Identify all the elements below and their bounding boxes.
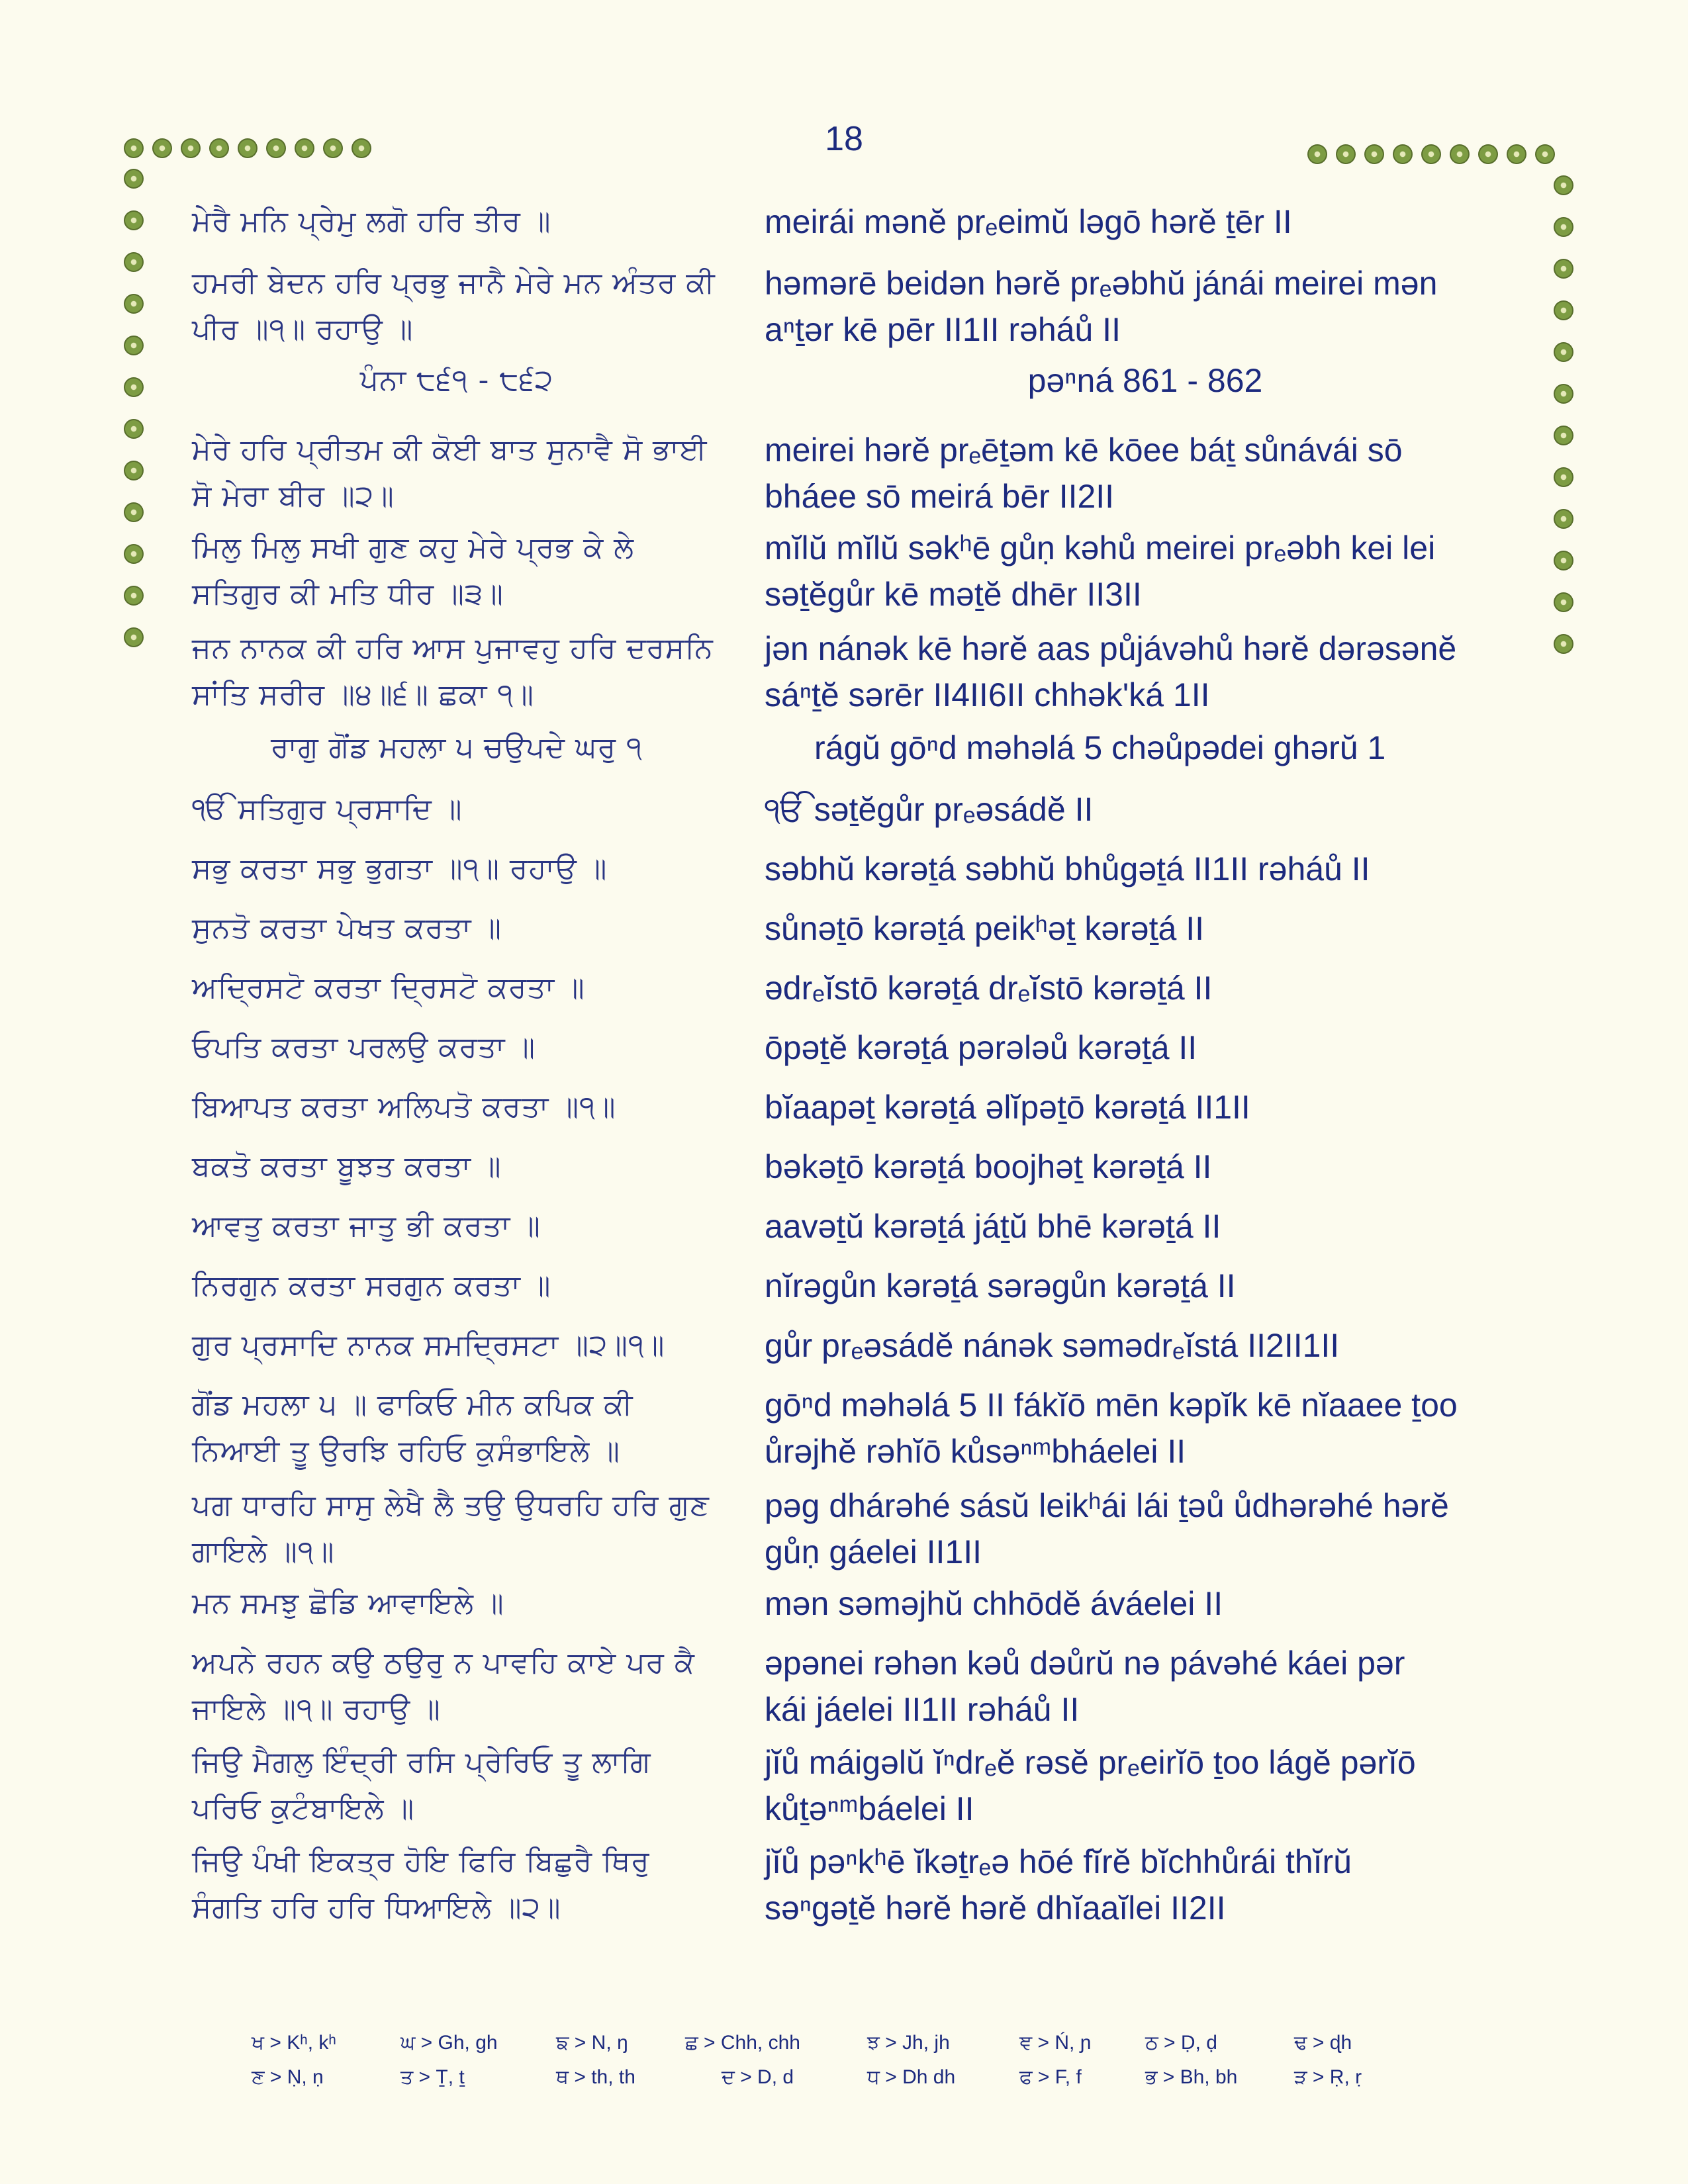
flower-ornament-icon xyxy=(1554,551,1573,570)
flower-ornament-icon xyxy=(124,210,144,230)
transliteration-text: meirái mənĕ prₑeimŭ ləgō hərĕ ṯēr II xyxy=(765,203,1292,240)
raag-heading-translit: rágŭ gōⁿd məhəlá 5 chəůpədei ghərŭ 1 xyxy=(814,729,1386,766)
gurmukhi-text: ਅਦ੍ਰਿਸਟੋ ਕਰਤਾ ਦ੍ਰਿਸਟੋ ਕਰਤਾ ॥ xyxy=(192,971,585,1005)
flower-ornament-icon xyxy=(1554,509,1573,529)
flower-ornament-icon xyxy=(209,138,229,158)
gurmukhi-text: ਮਨ ਸਮਝੁ ਛੋਡਿ ਆਵਾਇਲੇ ॥ xyxy=(192,1586,504,1620)
transliteration-text: bĭaapəṯ kərəṯá əlĭpəṯō kərəṯá II1II xyxy=(765,1089,1250,1126)
legend-item: ਖ > Kʰ, kʰ xyxy=(252,2032,336,2054)
transliteration-text: ōpəṯĕ kərəṯá pərələů kərəṯá II xyxy=(765,1029,1197,1066)
gurmukhi-text: ਗੋਂਡ ਮਹਲਾ ੫ ॥ ਫਾਕਿਓ ਮੀਨ ਕਪਿਕ ਕੀ ਨਿਆਈ ਤੂ ਉਰਝਿ ਰਹਿਓ ਕੁਸੰਭਾਇਲੇ ॥ xyxy=(192,1388,633,1468)
flower-ornament-icon xyxy=(1393,144,1413,164)
raag-heading-gurmukhi: ਰਾਗੁ ਗੋਂਡ ਮਹਲਾ ੫ ਚਉਪਦੇ ਘਰੁ ੧ xyxy=(271,731,643,764)
transliteration-text: mən səməjhŭ chhōdĕ áváelei II xyxy=(765,1585,1223,1622)
transliteration-text: aavəṯŭ kərəṯá jáṯŭ bhē kərəṯá II xyxy=(765,1208,1221,1245)
transliteration-text: həmərē beidən hərĕ prₑəbhŭ jánái meirei mən aⁿṯər kē pēr II1II rəháů II xyxy=(765,265,1438,348)
flower-ornament-icon xyxy=(1554,342,1573,362)
flower-ornament-icon xyxy=(1478,144,1498,164)
flower-ornament-icon xyxy=(1421,144,1441,164)
flower-ornament-icon xyxy=(124,138,144,158)
legend-item: ਙ > N, ŋ xyxy=(556,2032,628,2054)
legend-item: ਞ > Ń, ɲ xyxy=(1019,2032,1092,2054)
legend-item: ਛ > Chh, chh xyxy=(685,2032,800,2054)
page-number: 18 xyxy=(825,120,863,158)
legend-item: ਢ > ɖh xyxy=(1294,2032,1352,2054)
gurmukhi-text: ਹਮਰੀ ਬੇਦਨ ਹਰਿ ਪ੍ਰਭੁ ਜਾਨੈ ਮੇਰੇ ਮਨ ਅੰਤਰ ਕੀ ਪੀਰ ॥੧॥ ਰਹਾਉ ॥ xyxy=(192,266,716,346)
legend-row xyxy=(252,2066,1443,2101)
gurmukhi-text: ਜਿਉ ਮੈਗਲੁ ਇੰਦ੍ਰੀ ਰਸਿ ਪ੍ਰੇਰਿਓ ਤੂ ਲਾਗਿ ਪਰਿਓ ਕੁਟੰਬਾਇਲੇ ॥ xyxy=(192,1745,651,1825)
transliteration-text: ੴ səṯĕgůr prₑəsádĕ II xyxy=(765,791,1094,828)
flower-ornament-icon xyxy=(124,169,144,189)
transliteration-text: jən nánək kē hərĕ aas půjávəhů hərĕ dərəsənĕ sáⁿṯĕ sərēr II4II6II chhək'ká 1II xyxy=(765,630,1457,713)
gurmukhi-text: ਸਭੁ ਕਰਤਾ ਸਭੁ ਭੁਗਤਾ ॥੧॥ ਰਹਾਉ ॥ xyxy=(192,852,608,886)
flower-ornament-icon xyxy=(1554,217,1573,237)
flower-ornament-icon xyxy=(124,544,144,564)
flower-ornament-icon xyxy=(1364,144,1384,164)
legend-item: ਣ > Ṇ, ṇ xyxy=(252,2066,324,2088)
flower-ornament-icon xyxy=(1554,592,1573,612)
gurmukhi-text: ਸੁਨਤੋ ਕਰਤਾ ਪੇਖਤ ਕਰਤਾ ॥ xyxy=(192,911,502,945)
legend-item: ਤ > Ṯ, ṯ xyxy=(400,2066,465,2088)
flower-ornament-icon xyxy=(124,336,144,355)
transliteration-text: gůr prₑəsádĕ nánək səmədrₑĭstá II2II1II xyxy=(765,1327,1340,1364)
gurmukhi-text: ਓਪਤਿ ਕਰਤਾ ਪਰਲਉ ਕਰਤਾ ॥ xyxy=(192,1030,536,1064)
legend-item: ਧ > Dh dh xyxy=(867,2066,956,2088)
gurmukhi-text: ਬਿਆਪਤ ਕਰਤਾ ਅਲਿਪਤੋ ਕਰਤਾ ॥੧॥ xyxy=(192,1090,616,1124)
flower-ornament-icon xyxy=(1554,175,1573,195)
flower-ornament-icon xyxy=(1535,144,1555,164)
transliteration-text: jĭů máigəlŭ ĭⁿdrₑĕ rəsĕ prₑeirĭō ṯoo lágĕ pərĭō kůṯəⁿᵐbáelei II xyxy=(765,1744,1416,1827)
flower-ornament-icon xyxy=(1554,634,1573,654)
flower-ornament-icon xyxy=(1307,144,1327,164)
flower-ornament-icon xyxy=(1554,300,1573,320)
flower-ornament-icon xyxy=(1336,144,1356,164)
gurmukhi-text: ੴ ਸਤਿਗੁਰ ਪ੍ਰਸਾਦਿ ॥ xyxy=(192,792,463,826)
transliteration-text: meirei hərĕ prₑēṯəm kē kōee báṯ sůnávái sō bháee sō meirá bēr II2II xyxy=(765,432,1403,515)
legend-item: ੜ > Ṛ, ṛ xyxy=(1294,2066,1362,2088)
gurmukhi-text: ਆਵਤੁ ਕਰਤਾ ਜਾਤੁ ਭੀ ਕਰਤਾ ॥ xyxy=(192,1209,541,1243)
legend-item: ਝ > Jh, jh xyxy=(867,2032,950,2054)
transliteration-text: pəg dhárəhé sásŭ leikʰái lái ṯəů ůdhərəhé hərĕ gůṇ gáelei II1II xyxy=(765,1487,1449,1570)
transliteration-text: gōⁿd məhəlá 5 II fákĭō mēn kəpĭk kē nĭaaee ṯoo ůrəjhĕ rəhĭō kůsəⁿᵐbháelei II xyxy=(765,1387,1458,1470)
flower-ornament-icon xyxy=(1554,467,1573,487)
flower-ornament-icon xyxy=(124,461,144,480)
legend-item: ਘ > Gh, gh xyxy=(400,2032,498,2054)
flower-ornament-icon xyxy=(1450,144,1470,164)
transliteration-text: ədrₑĭstō kərəṯá drₑĭstō kərəṯá II xyxy=(765,970,1213,1007)
flower-ornament-icon xyxy=(266,138,286,158)
gurmukhi-text: ਮੇਰੇ ਹਰਿ ਪ੍ਰੀਤਮ ਕੀ ਕੋਈ ਬਾਤ ਸੁਨਾਵੈ ਸੋ ਭਾਈ ਸੋ ਮੇਰਾ ਬੀਰ ॥੨॥ xyxy=(192,433,708,513)
flower-ornament-icon xyxy=(1554,384,1573,404)
flower-ornament-icon xyxy=(124,627,144,647)
flower-ornament-icon xyxy=(352,138,371,158)
flower-ornament-icon xyxy=(1554,259,1573,279)
flower-ornament-icon xyxy=(323,138,343,158)
transliteration-text: jĭů pəⁿkʰē ĭkəṯrₑə hōé fĭrĕ bĭchhůrái thĭrŭ səⁿgəṯĕ hərĕ hərĕ dhĭaaĭlei II2II xyxy=(765,1843,1352,1927)
flower-ornament-icon xyxy=(295,138,314,158)
flower-ornament-icon xyxy=(1507,144,1526,164)
gurmukhi-text: ਜਿਉ ਪੰਖੀ ਇਕਤ੍ਰ ਹੋਇ ਫਿਰਿ ਬਿਛੁਰੈ ਥਿਰੁ ਸੰਗਤਿ ਹਰਿ ਹਰਿ ਧਿਆਇਲੇ ॥੨॥ xyxy=(192,1844,650,1925)
gurmukhi-text: ਨਿਰਗੁਨ ਕਰਤਾ ਸਰਗੁਨ ਕਰਤਾ ॥ xyxy=(192,1269,551,1302)
legend-row xyxy=(252,2032,1443,2066)
legend-item: ਦ > D, d xyxy=(722,2066,794,2088)
transliteration-text: mĭlŭ mĭlŭ səkʰē gůṇ kəhů meirei prₑəbh kei lei səṯĕgůr kē məṯĕ dhēr II3II xyxy=(765,529,1436,613)
flower-ornament-icon xyxy=(124,502,144,522)
gurmukhi-text: ਮੇਰੈ ਮਨਿ ਪ੍ਰੇਮੁ ਲਗੋ ਹਰਿ ਤੀਰ ॥ xyxy=(192,205,551,238)
page-range-gurmukhi: ਪੰਨਾ ੮੬੧ - ੮੬੨ xyxy=(359,363,554,397)
flower-ornament-icon xyxy=(1554,426,1573,445)
gurmukhi-text: ਪਗ ਧਾਰਹਿ ਸਾਸੁ ਲੇਖੈ ਲੈ ਤਉ ਉਧਰਹਿ ਹਰਿ ਗੁਣ ਗਾਇਲੇ ॥੧॥ xyxy=(192,1488,710,1569)
legend-item: ਭ > Bh, bh xyxy=(1145,2066,1238,2088)
legend-item: ਫ > F, f xyxy=(1019,2066,1082,2088)
gurmukhi-text: ਗੁਰ ਪ੍ਰਸਾਦਿ ਨਾਨਕ ਸਮਦ੍ਰਿਸਟਾ ॥੨॥੧॥ xyxy=(192,1328,665,1362)
flower-ornament-icon xyxy=(124,377,144,397)
transliteration-legend xyxy=(252,2032,1443,2101)
transliteration-text: nĭrəgůn kərəṯá sərəgůn kərəṯá II xyxy=(765,1267,1236,1304)
page-range-translit: pəⁿná 861 - 862 xyxy=(1027,362,1263,399)
transliteration-text: bəkəṯō kərəṯá boojhəṯ kərəṯá II xyxy=(765,1148,1212,1185)
flower-ornament-icon xyxy=(124,586,144,606)
flower-ornament-icon xyxy=(238,138,258,158)
flower-ornament-icon xyxy=(124,252,144,272)
legend-item: ਠ > Ḍ, ḍ xyxy=(1145,2032,1217,2054)
transliteration-text: sůnəṯō kərəṯá peikʰəṯ kərəṯá II xyxy=(765,910,1204,947)
gurmukhi-text: ਮਿਲੁ ਮਿਲੁ ਸਖੀ ਗੁਣ ਕਹੁ ਮੇਰੇ ਪ੍ਰਭ ਕੇ ਲੇ ਸਤਿਗੁਰ ਕੀ ਮਤਿ ਧੀਰ ॥੩॥ xyxy=(192,531,634,611)
flower-ornament-icon xyxy=(124,419,144,439)
gurmukhi-text: ਅਪਨੇ ਰਹਨ ਕਉ ਠਉਰੁ ਨ ਪਾਵਹਿ ਕਾਏ ਪਰ ਕੈ ਜਾਇਲੇ ॥੧॥ ਰਹਾਉ ॥ xyxy=(192,1646,695,1726)
gurmukhi-text: ਬਕਤੋ ਕਰਤਾ ਬੂਝਤ ਕਰਤਾ ॥ xyxy=(192,1150,502,1183)
gurmukhi-text: ਜਨ ਨਾਨਕ ਕੀ ਹਰਿ ਆਸ ਪੁਜਾਵਹੁ ਹਰਿ ਦਰਸਨਿ ਸਾਂਤਿ ਸਰੀਰ ॥੪॥੬॥ ਛਕਾ ੧॥ xyxy=(192,631,714,711)
legend-item: ਥ > th, th xyxy=(556,2066,635,2088)
flower-ornament-icon xyxy=(124,294,144,314)
flower-ornament-icon xyxy=(181,138,201,158)
flower-ornament-icon xyxy=(152,138,172,158)
transliteration-text: əpənei rəhən kəů dəůrŭ nə pávəhé káei pər kái jáelei II1II rəháů II xyxy=(765,1645,1405,1728)
transliteration-text: səbhŭ kərəṯá səbhŭ bhůgəṯá II1II rəháů II xyxy=(765,850,1370,887)
